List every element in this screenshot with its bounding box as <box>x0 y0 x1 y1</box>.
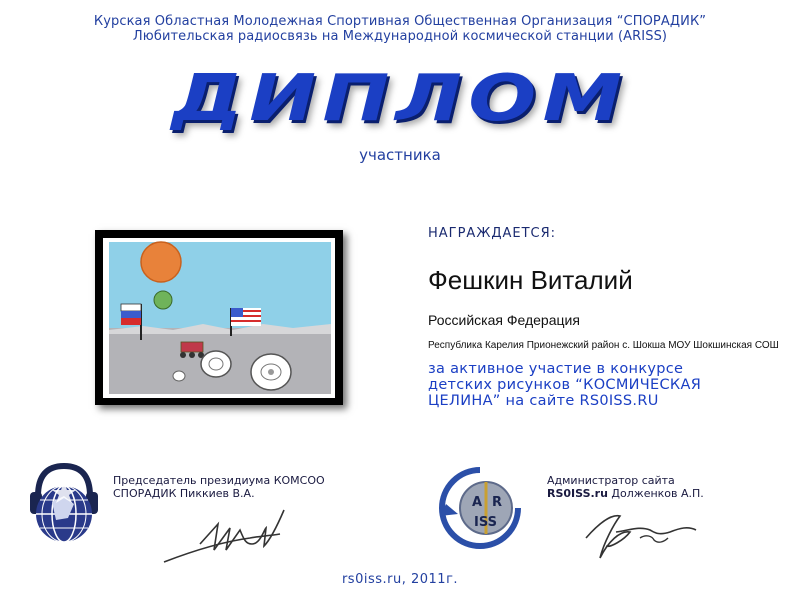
ariss-logo-icon <box>436 464 524 550</box>
signature-left <box>160 500 300 570</box>
child-drawing <box>103 238 335 398</box>
signatory-left-line-2: СПОРАДИК Пиккиев В.А. <box>113 487 255 500</box>
diploma-title: ДИПЛОМ <box>171 62 629 136</box>
footer: rs0iss.ru, 2011г. <box>341 572 459 587</box>
recipient-school: Республика Карелия Прионежский район с. Шокша МОУ Шокшинская СОШ <box>428 340 779 351</box>
recipient-name: Фешкин Виталий <box>428 265 633 295</box>
diploma-subtitle: участника <box>359 146 441 164</box>
drawing-frame <box>95 230 343 405</box>
ariss-letter-a: A <box>472 495 483 510</box>
reason-line-3: ЦЕЛИНА” на сайте RS0ISS.RU <box>428 393 659 409</box>
reason-line-2: детских рисунков “КОСМИЧЕСКАЯ <box>428 377 702 393</box>
signatory-right-line-1: Администратор сайта <box>547 474 675 487</box>
reason-line-1: за активное участие в конкурсе <box>428 361 684 377</box>
ariss-letter-r: R <box>492 495 503 510</box>
ariss-letters-iss: ISS <box>474 515 497 530</box>
recipient-country: Российская Федерация <box>428 312 580 328</box>
admin-name: Долженков А.П. <box>607 487 704 500</box>
signatory-right-line-2 <box>547 487 704 500</box>
site-name: RS0ISS.ru <box>547 487 608 500</box>
globe-headphones-logo-icon <box>24 458 102 554</box>
awarded-label: НАГРАЖДАЕТСЯ: <box>428 226 557 241</box>
signatory-left-title <box>113 474 325 500</box>
award-reason <box>428 361 788 409</box>
header-line-2: Любительская радиосвязь на Международной космической станции (ARISS) <box>132 29 668 44</box>
signatory-left-line-1: Председатель президиума КОМСОО <box>113 474 325 487</box>
signature-right <box>580 502 700 566</box>
header-line-1: Курская Областная Молодежная Спортивная Общественная Организация “СПОРАДИК” <box>93 14 707 29</box>
signatory-right-title <box>547 474 704 500</box>
